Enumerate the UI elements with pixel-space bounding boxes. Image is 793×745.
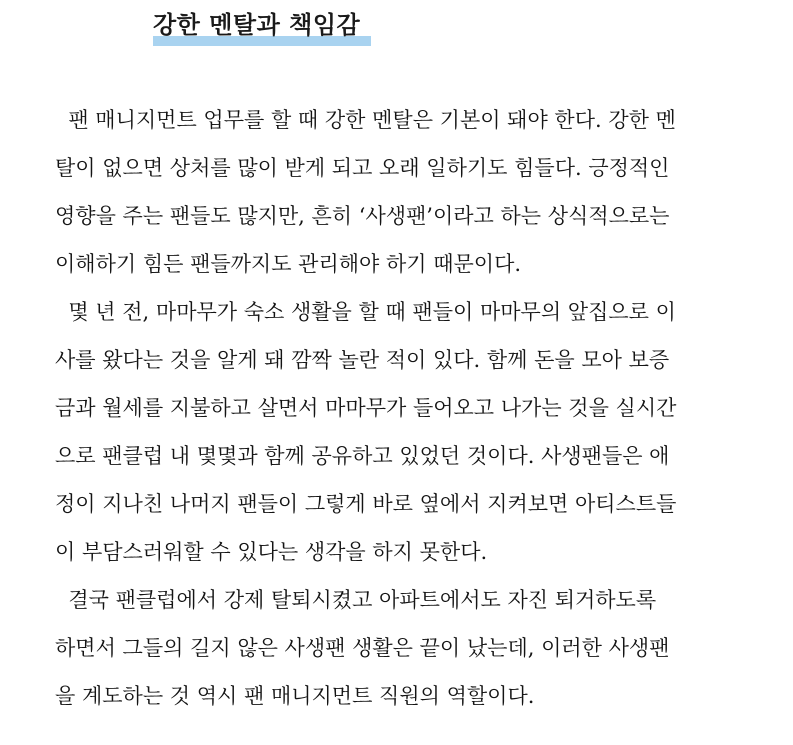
text-line: 이 부담스러워할 수 있다는 생각을 하지 못한다.	[55, 540, 488, 564]
text-line: 금과 월세를 지불하고 살면서 마마무가 들어오고 나가는 것을 실시간	[55, 396, 677, 420]
text-line: 이해하기 힘든 팬들까지도 관리해야 하기 때문이다.	[55, 252, 522, 276]
text-line: 영향을 주는 팬들도 많지만, 흔히 ‘사생팬’이라고 하는 상식적으로는	[55, 204, 670, 228]
text-line: 탈이 없으면 상처를 많이 받게 되고 오래 일하기도 힘들다. 긍정적인	[55, 156, 670, 180]
text-line: 사를 왔다는 것을 알게 돼 깜짝 놀란 적이 있다. 함께 돈을 모아 보증	[55, 348, 670, 372]
text-line: 하면서 그들의 길지 않은 사생팬 생활은 끝이 났는데, 이러한 사생팬	[55, 636, 670, 660]
section-heading: 강한 멘탈과 책임감	[153, 11, 361, 39]
text-line: 몇 년 전, 마마무가 숙소 생활을 할 때 팬들이 마마무의 앞집으로 이	[55, 300, 676, 324]
text-line: 정이 지나친 나머지 팬들이 그렇게 바로 옆에서 지켜보면 아티스트들	[55, 492, 677, 516]
text-line: 팬 매니지먼트 업무를 할 때 강한 멘탈은 기본이 돼야 한다. 강한 멘	[55, 108, 676, 132]
text-line: 결국 팬클럽에서 강제 탈퇴시켰고 아파트에서도 자진 퇴거하도록	[55, 588, 657, 612]
text-line: 으로 팬클럽 내 몇몇과 함께 공유하고 있었던 것이다. 사생팬들은 애	[55, 444, 670, 468]
text-line: 을 계도하는 것 역시 팬 매니지먼트 직원의 역할이다.	[55, 684, 535, 708]
